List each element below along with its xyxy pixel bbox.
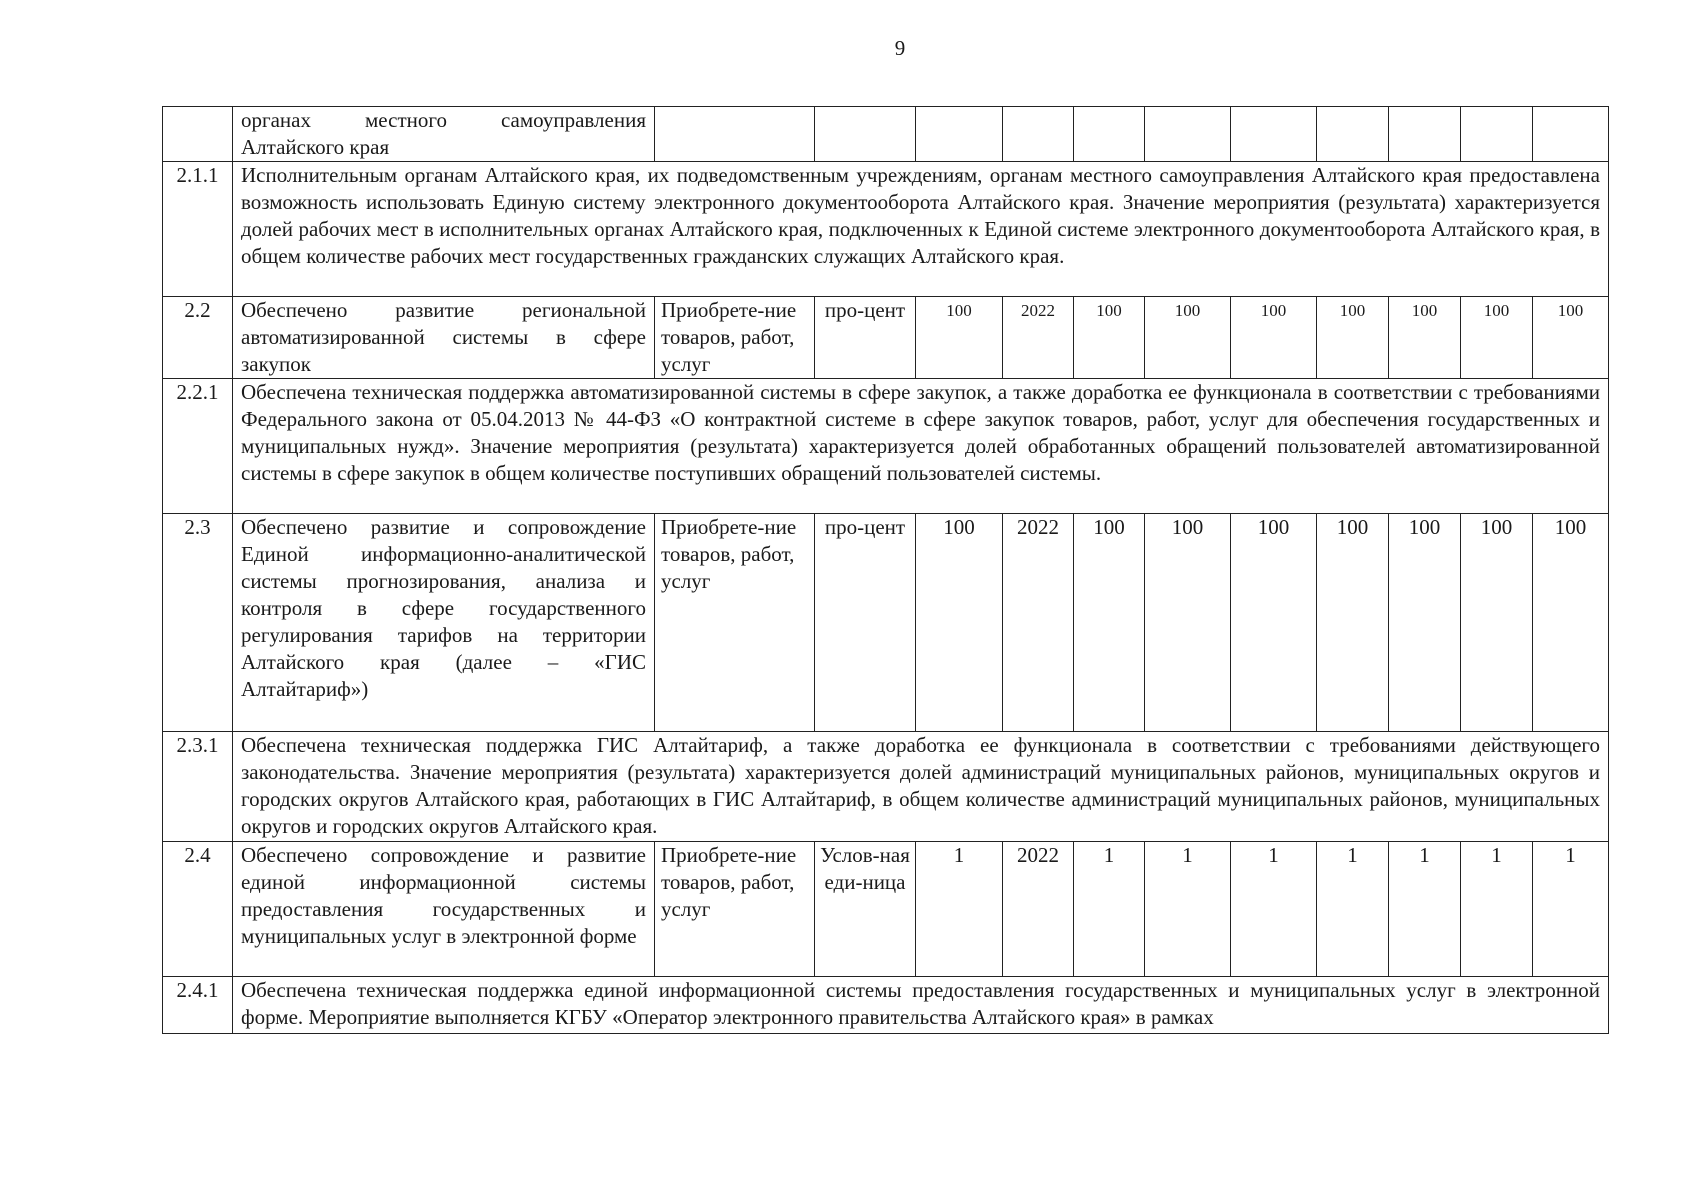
table-row xyxy=(163,514,1609,732)
value-cell: 100 xyxy=(1533,514,1609,732)
table-row xyxy=(163,107,1609,162)
value-cell: 100 xyxy=(1461,514,1533,732)
value-cell: 1 xyxy=(1461,842,1533,977)
value-cell xyxy=(916,107,1003,162)
value-cell: 100 xyxy=(1533,297,1609,379)
results-table xyxy=(162,106,1609,1034)
unit-of-measure xyxy=(815,107,916,162)
value-cell: 100 xyxy=(1145,514,1231,732)
value-cell: 100 xyxy=(1074,297,1145,379)
table-row xyxy=(163,977,1609,1034)
row-number: 2.4.1 xyxy=(163,977,233,1034)
value-cell: 1 xyxy=(1317,842,1389,977)
unit-of-measure: про-цент xyxy=(815,297,916,379)
base-year: 2022 xyxy=(1003,514,1074,732)
value-cell xyxy=(1003,107,1074,162)
result-name: органах местного самоуправления Алтайского края xyxy=(233,107,655,162)
unit-of-measure: про-цент xyxy=(815,514,916,732)
value-cell xyxy=(1231,107,1317,162)
table-row xyxy=(163,162,1609,297)
table-row xyxy=(163,732,1609,842)
table-row xyxy=(163,842,1609,977)
page-number: 9 xyxy=(894,36,906,60)
row-number xyxy=(163,107,233,162)
value-cell: 100 xyxy=(1074,514,1145,732)
base-value: 1 xyxy=(916,842,1003,977)
base-year: 2022 xyxy=(1003,842,1074,977)
result-type xyxy=(655,107,815,162)
row-number: 2.2 xyxy=(163,297,233,379)
value-cell: 100 xyxy=(1317,297,1389,379)
base-value: 100 xyxy=(916,297,1003,379)
result-description: Обеспечена техническая поддержка ГИС Алтайтариф, а также доработка ее функционала в соответствии с требованиями действующего законодательства. Значение мероприятия (результата) характеризуется долей администраций муниципальных районов, муниципальных округов и городских округов Алтайского края, работающих в ГИС Алтайтариф, в общем количестве администраций муниципальных районов, муниципальных округов и городских округов Алтайского края. xyxy=(233,732,1609,842)
value-cell xyxy=(1317,107,1389,162)
value-cell: 100 xyxy=(1461,297,1533,379)
value-cell xyxy=(1461,107,1533,162)
row-number: 2.2.1 xyxy=(163,379,233,514)
value-cell: 100 xyxy=(1389,514,1461,732)
value-cell xyxy=(1074,107,1145,162)
value-cell: 1 xyxy=(1533,842,1609,977)
result-name: Обеспечено сопровождение и развитие единой информационной системы предоставления государственных и муниципальных услуг в электронной форме xyxy=(233,842,655,977)
value-cell: 100 xyxy=(1231,297,1317,379)
base-value: 100 xyxy=(916,514,1003,732)
unit-of-measure: Услов-ная еди-ница xyxy=(815,842,916,977)
value-cell: 1 xyxy=(1231,842,1317,977)
result-type: Приобрете-ние товаров, работ, услуг xyxy=(655,514,815,732)
result-description: Обеспечена техническая поддержка единой информационной системы предоставления государственных и муниципальных услуг в электронной форме. Мероприятие выполняется КГБУ «Оператор электронного правительства Алтайского края» в рамках xyxy=(233,977,1609,1034)
value-cell: 1 xyxy=(1074,842,1145,977)
result-type: Приобрете-ние товаров, работ, услуг xyxy=(655,842,815,977)
row-number: 2.1.1 xyxy=(163,162,233,297)
value-cell xyxy=(1533,107,1609,162)
value-cell xyxy=(1145,107,1231,162)
value-cell: 100 xyxy=(1317,514,1389,732)
result-description: Исполнительным органам Алтайского края, их подведомственным учреждениям, органам местного самоуправления Алтайского края предоставлена возможность использовать Единую систему электронного документооборота Алтайского края. Значение мероприятия (результата) характеризуется долей рабочих мест в исполнительных органах Алтайского края, подключенных к Единой системе электронного документооборота Алтайского края, в общем количестве рабочих мест государственных гражданских служащих Алтайского края. xyxy=(233,162,1609,297)
result-description: Обеспечена техническая поддержка автоматизированной системы в сфере закупок, а также доработка ее функционала в соответствии с требованиями Федерального закона от 05.04.2013 № 44-ФЗ «О контрактной системе в сфере закупок товаров, работ, услуг для обеспечения государственных и муниципальных нужд». Значение мероприятия (результата) характеризуется долей обработанных обращений пользователей автоматизированной системы в сфере закупок в общем количестве поступивших обращений пользователей системы. xyxy=(233,379,1609,514)
row-number: 2.3.1 xyxy=(163,732,233,842)
value-cell: 100 xyxy=(1389,297,1461,379)
base-year: 2022 xyxy=(1003,297,1074,379)
value-cell: 1 xyxy=(1389,842,1461,977)
result-name: Обеспечено развитие и сопровождение Единой информационно-аналитической системы прогнозирования, анализа и контроля в сфере государственного регулирования тарифов на территории Алтайского края (далее – «ГИС Алтайтариф») xyxy=(233,514,655,732)
value-cell: 100 xyxy=(1231,514,1317,732)
result-type: Приобрете-ние товаров, работ, услуг xyxy=(655,297,815,379)
table-row xyxy=(163,297,1609,379)
table-row xyxy=(163,379,1609,514)
row-number: 2.4 xyxy=(163,842,233,977)
result-name: Обеспечено развитие региональной автоматизированной системы в сфере закупок xyxy=(233,297,655,379)
value-cell: 1 xyxy=(1145,842,1231,977)
value-cell: 100 xyxy=(1145,297,1231,379)
row-number: 2.3 xyxy=(163,514,233,732)
value-cell xyxy=(1389,107,1461,162)
